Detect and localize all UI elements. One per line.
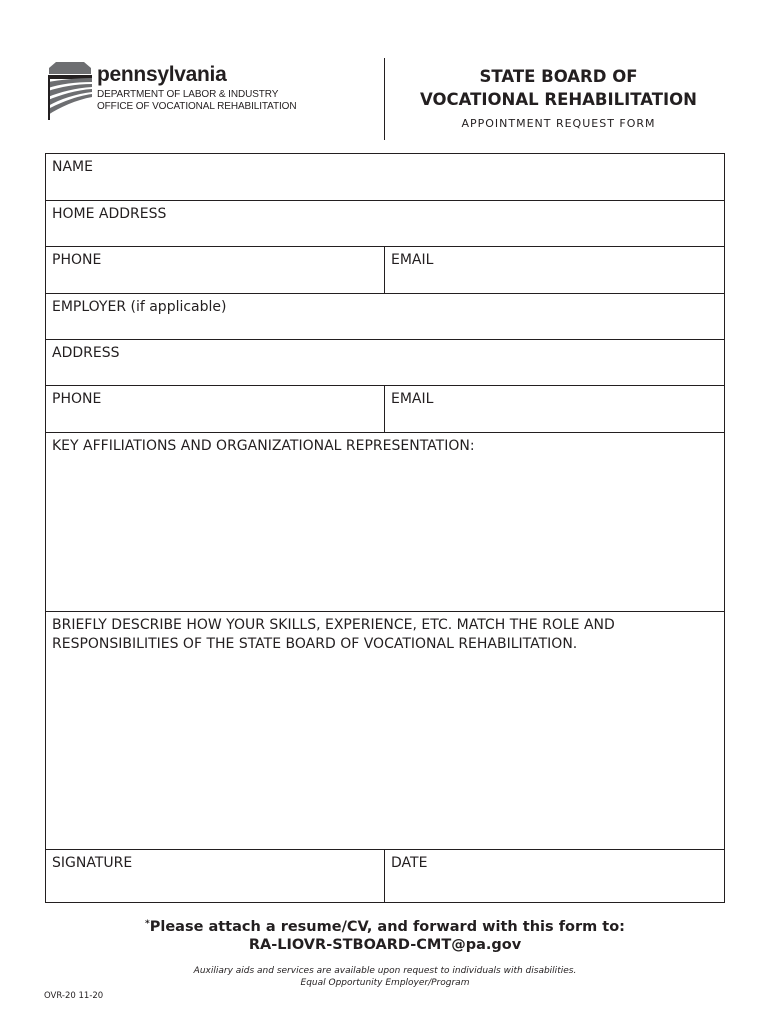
header-divider: [384, 58, 385, 140]
skills-row: [46, 612, 724, 850]
brand-name: pennsylvania: [97, 63, 227, 86]
affiliations-label: KEY AFFILIATIONS AND ORGANIZATIONAL REPRESENTATION:: [52, 438, 475, 454]
home-address-row: [46, 201, 724, 247]
form-title-line-2: VOCATIONAL REHABILITATION: [420, 90, 697, 109]
employer-address-label: ADDRESS: [52, 345, 120, 361]
name-field[interactable]: [46, 154, 724, 200]
employer-phone-label: PHONE: [52, 391, 102, 407]
affiliations-row: [46, 433, 724, 612]
form-title-line-1: STATE BOARD OF: [479, 67, 638, 86]
auxiliary-aids-note: Auxiliary aids and services are available upon request to individuals with disabilities.: [193, 966, 577, 976]
appointment-form: [45, 153, 725, 903]
form-subtitle: APPOINTMENT REQUEST FORM: [461, 117, 656, 130]
name-label: NAME: [52, 159, 93, 175]
phone-label: PHONE: [52, 252, 102, 268]
pennsylvania-keystone-logo: [46, 62, 94, 122]
contact-row: [46, 247, 724, 294]
date-label: DATE: [391, 855, 428, 871]
employer-address-field[interactable]: [46, 340, 724, 385]
employer-field[interactable]: [46, 294, 724, 339]
form-code: OVR-20 11-20: [44, 991, 104, 1001]
skills-field[interactable]: [46, 612, 724, 849]
email-field[interactable]: [385, 247, 724, 293]
employer-row: [46, 294, 724, 340]
attach-asterisk: *: [145, 919, 150, 929]
phone-field[interactable]: [46, 247, 385, 293]
equal-opportunity-note: Equal Opportunity Employer/Program: [300, 978, 470, 988]
signature-field[interactable]: [46, 850, 385, 902]
employer-phone-field[interactable]: [46, 386, 385, 432]
home-address-field[interactable]: [46, 201, 724, 246]
home-address-label: HOME ADDRESS: [52, 206, 167, 222]
employer-email-label: EMAIL: [391, 391, 434, 407]
employer-email-field[interactable]: [385, 386, 724, 432]
skills-label: BRIEFLY DESCRIBE HOW YOUR SKILLS, EXPERIENCE, ETC. MATCH THE ROLE AND RESPONSIBILITIES OF THE STATE BOARD OF VOCATIONAL REHABILITATION.: [52, 617, 615, 652]
employer-contact-row: [46, 386, 724, 433]
department-name: DEPARTMENT OF LABOR & INDUSTRY: [97, 89, 279, 100]
attach-note: [0, 914, 770, 937]
office-name: OFFICE OF VOCATIONAL REHABILITATION: [97, 101, 297, 112]
signature-label: SIGNATURE: [52, 855, 133, 871]
employer-address-row: [46, 340, 724, 386]
name-row: [46, 154, 724, 201]
attach-note-text: Please attach a resume/CV, and forward with this form to:: [149, 919, 625, 935]
signature-row: [46, 850, 724, 902]
submission-email: RA-LIOVR-STBOARD-CMT@pa.gov: [248, 937, 522, 953]
date-field[interactable]: [385, 850, 724, 902]
affiliations-field[interactable]: [46, 433, 724, 611]
email-label: EMAIL: [391, 252, 434, 268]
employer-label: EMPLOYER (if applicable): [52, 299, 227, 315]
